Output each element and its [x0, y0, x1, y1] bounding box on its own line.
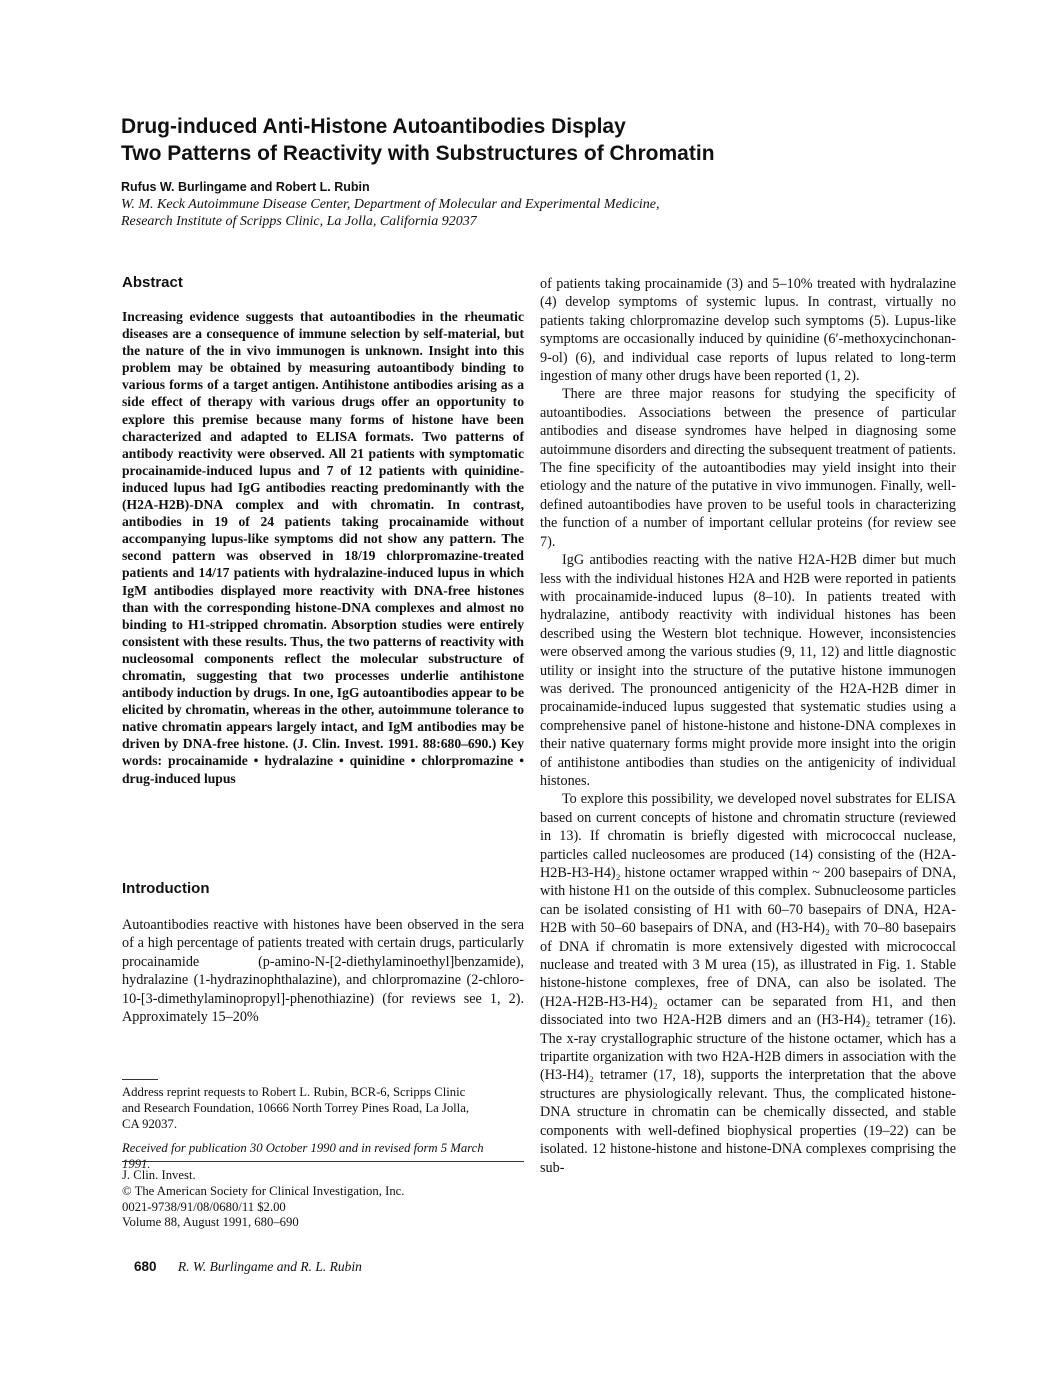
journal-line-1: J. Clin. Invest. — [122, 1168, 196, 1182]
affiliation-line-1: W. M. Keck Autoimmune Disease Center, Department of Molecular and Experimental Medicine, — [121, 197, 660, 212]
author-list: Rufus W. Burlingame and Robert L. Rubin — [121, 180, 370, 194]
affiliation — [121, 196, 881, 230]
title-line-1: Drug-induced Anti-Histone Autoantibodies Display — [121, 115, 626, 138]
affiliation-line-2: Research Institute of Scripps Clinic, La Jolla, California 92037 — [121, 214, 477, 229]
abstract-heading: Abstract — [122, 274, 183, 291]
received-line-2: 1991. — [122, 1156, 151, 1171]
introduction-text — [122, 916, 524, 1026]
article-title — [121, 113, 941, 167]
journal-divider — [122, 1161, 524, 1162]
reprint-footnote — [122, 1085, 524, 1132]
reprint-line-1: Address reprint requests to Robert L. Rubin, BCR-6, Scripps Clinic — [122, 1085, 466, 1099]
journal-info — [122, 1168, 524, 1231]
footnote-divider — [122, 1079, 158, 1080]
running-authors: R. W. Burlingame and R. L. Rubin — [177, 1259, 362, 1274]
introduction-heading: Introduction — [122, 880, 210, 897]
reprint-line-3: CA 92037. — [122, 1116, 177, 1131]
page-footer — [134, 1259, 362, 1275]
reprint-line-2: and Research Foundation, 10666 North Torrey Pines Road, La Jolla, — [122, 1100, 470, 1115]
body-paragraph-3: IgG antibodies reacting with the native H2A-H2B dimer but much less with the individual histones H2A and H2B were reported in patients with procainamide-induced lupus (8–10). In patients treated with hydralazine, antibody reactivity with individual histones has been described using the Western blot technique. However, inconsistencies were observed among the various studies (9, 11, 12) and little diagnostic utility or insight into the structure of the putative histone immunogen was derived. The pronounced antigenicity of the H2A-H2B dimer in procainamide-induced lupus suggested that systematic studies using a comprehensive panel of histone-histone and histone-DNA complexes in their native quaternary forms might provide more insight into the origin of antihistone antibodies than studies on the antigenicity of individual histones. — [540, 552, 956, 789]
title-line-2: Two Patterns of Reactivity with Substructures of Chromatin — [121, 142, 715, 165]
introduction-paragraph: Autoantibodies reactive with histones have been observed in the sera of a high percentage of patients treated with certain drugs, particularly procainamide (p-amino-N-[2-diethylaminoethyl]benzamide), hydralazine (1-hydrazinophthalazine), and chlorpromazine (2-chloro-10-[3-dimethylaminopropyl]-phenothiazine) (for reviews see 1, 2). Approximately 15–20% — [122, 917, 524, 1026]
journal-line-4: Volume 88, August 1991, 680–690 — [122, 1215, 299, 1230]
body-paragraph-1: of patients taking procainamide (3) and 5–10% treated with hydralazine (4) develop symptoms of systemic lupus. In contrast, virtually no patients taking chlorpromazine develop such symptoms (5). Lupus-like symptoms are occasionally induced by quinidine (6′-methoxycinchonan-9-ol) (6), and individual case reports of lupus related to long-term ingestion of many other drugs have been reported (1, 2). — [540, 276, 956, 385]
right-column-text — [540, 275, 956, 1177]
page-number: 680 — [134, 1259, 157, 1274]
body-paragraph-4: To explore this possibility, we developed novel substrates for ELISA based on current concepts of histone and chromatin structure (reviewed in 13). If chromatin is briefly digested with micrococcal nuclease, particles called nucleosomes are produced (14) consisting of the (H2A-H2B-H3-H4)₂ histone octamer wrapped within ~ 200 basepairs of DNA, with histone H1 on the outside of this complex. Subnucleosome particles can be isolated consisting of H1 with 60–70 basepairs of DNA, H2A-H2B with 50–60 basepairs of DNA, and (H3-H4)₂ with 70–80 basepairs of DNA if chromatin is more extensively digested with micrococcal nuclease and treated with 3 M urea (15), as illustrated in Fig. 1. Stable histone-histone complexes, free of DNA, can also be isolated. The (H2A-H2B-H3-H4)₂ octamer can be separated from H1, and then dissociated into two H2A-H2B dimers and an (H3-H4)₂ tetramer (16). The x-ray crystallographic structure of the histone octamer, which has a tripartite organization with two H2A-H2B dimers in association with the (H3-H4)₂ tetramer (17, 18), supports the interpretation that the above structures are physiologically relevant. Thus, the complicated histone-DNA structure in chromatin can be chemically dissected, and stable components with well-defined biophysical properties (19–22) can be isolated. 12 histone-histone and histone-DNA complexes comprising the sub- — [540, 791, 956, 1176]
body-paragraph-2: There are three major reasons for studying the specificity of autoantibodies. Associations between the presence of particular antibodies and disease syndromes have helped in diagnosing some autoimmune disorders and directing the subsequent treatment of patients. The fine specificity of the autoantibodies may yield insight into their etiology and the nature of the putative in vivo immunogen. Finally, well-defined autoantibodies have proven to be useful tools in characterizing the function of a number of important cellular proteins (for review see 7). — [540, 386, 956, 550]
abstract-text: Increasing evidence suggests that autoantibodies in the rheumatic diseases are a consequence of immune selection by self-material, but the nature of the in vivo immunogen is unknown. Insight into this problem may be obtained by measuring autoantibody binding to various forms of a target antigen. Antihistone antibodies arising as a side effect of therapy with various drugs offer an opportunity to explore this premise because many forms of histone have been characterized and adapted to ELISA formats. Two patterns of antibody reactivity were observed. All 21 patients with symptomatic procainamide-induced lupus and 7 of 12 patients with quinidine-induced lupus had IgG antibodies reacting predominantly with the (H2A-H2B)-DNA complex and with chromatin. In contrast, antibodies in 19 of 24 patients taking procainamide without accompanying lupus-like symptoms did not show any pattern. The second pattern was observed in 18/19 chlorpromazine-treated patients and 14/17 patients with hydralazine-induced lupus in which IgM antibodies displayed more reactivity with DNA-free histones than with the corresponding histone-DNA complexes and almost no binding to H1-stripped chromatin. Absorption studies were entirely consistent with these results. Thus, the two patterns of reactivity with nucleosomal components reflect the molecular substructure of chromatin, suggesting that two processes underlie antihistone antibody induction by drugs. In one, IgG autoantibodies appear to be elicited by chromatin, whereas in the other, autoimmune tolerance to native chromatin appears largely intact, and IgM antibodies may be driven by DNA-free histone. (J. Clin. Invest. 1991. 88:680–690.) Key words: procainamide • hydralazine • quinidine • chlorpromazine • drug-induced lupus — [122, 309, 524, 786]
received-line-1: Received for publication 30 October 1990 and in revised form 5 March — [122, 1141, 484, 1155]
journal-line-3: 0021-9738/91/08/0680/11 $2.00 — [122, 1199, 286, 1214]
journal-line-2: © The American Society for Clinical Investigation, Inc. — [122, 1183, 405, 1198]
